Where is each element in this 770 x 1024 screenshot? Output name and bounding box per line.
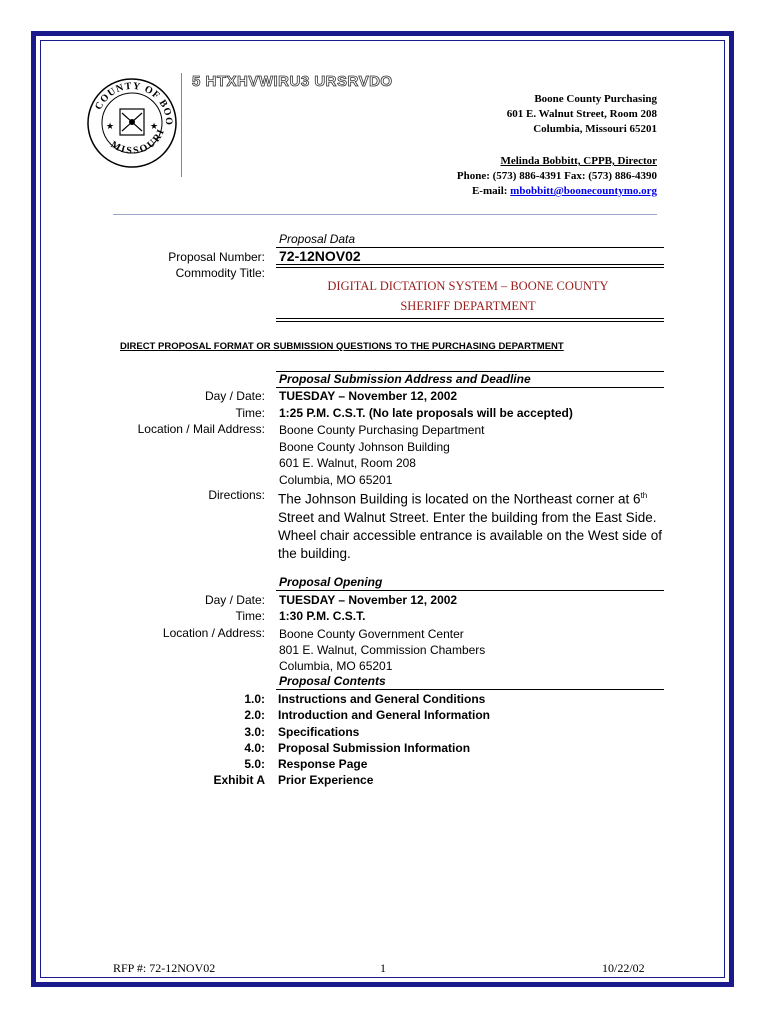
footer-page-number: 1 bbox=[380, 961, 386, 975]
opening-time-label: Time: bbox=[235, 609, 265, 623]
org-line: Columbia, Missouri 65201 bbox=[533, 123, 657, 135]
commodity-line: DIGITAL DICTATION SYSTEM – BOONE COUNTY bbox=[327, 279, 609, 293]
footer-date: 10/22/02 bbox=[602, 961, 645, 975]
opening-location bbox=[279, 626, 485, 674]
submission-time: 1:25 P.M. C.S.T. (No late proposals will be accepted) bbox=[279, 406, 573, 420]
submission-location bbox=[279, 422, 484, 488]
rule-double bbox=[276, 318, 664, 322]
opening-heading: Proposal Opening bbox=[279, 575, 383, 589]
submission-day: TUESDAY – November 12, 2002 bbox=[279, 389, 458, 403]
svg-text:MISSOURI: MISSOURI bbox=[108, 126, 168, 157]
contents-num: 1.0: bbox=[244, 692, 265, 706]
submission-location-label: Location / Mail Address: bbox=[137, 422, 265, 436]
contents-title: Response Page bbox=[278, 757, 368, 772]
directive-notice: DIRECT PROPOSAL FORMAT OR SUBMISSION QUESTIONS TO THE PURCHASING DEPARTMENT bbox=[120, 341, 564, 352]
address-line: Columbia, MO 65201 bbox=[279, 472, 393, 487]
directions-label: Directions: bbox=[208, 488, 265, 502]
proposal-data-heading: Proposal Data bbox=[279, 232, 356, 246]
opening-day: TUESDAY – November 12, 2002 bbox=[279, 593, 458, 607]
proposal-number: 72-12NOV02 bbox=[279, 248, 361, 264]
commodity-title bbox=[278, 276, 658, 316]
contents-item bbox=[110, 707, 670, 723]
svg-text:★: ★ bbox=[150, 122, 159, 132]
contents-title: Instructions and General Conditions bbox=[278, 692, 486, 706]
address-line: 601 E. Walnut, Room 208 bbox=[279, 456, 416, 470]
footer-rfp-number: RFP #: 72-12NOV02 bbox=[113, 961, 216, 975]
email-line bbox=[457, 184, 657, 199]
address-line: Boone County Johnson Building bbox=[279, 439, 450, 454]
director-block bbox=[457, 154, 657, 199]
directions-pre: The Johnson Building is located on the Northeast corner at 6 bbox=[278, 491, 641, 507]
rule bbox=[276, 387, 664, 388]
contents-title: Introduction and General Information bbox=[278, 708, 491, 723]
contents-title: Prior Experience bbox=[278, 773, 374, 788]
contents-heading: Proposal Contents bbox=[279, 674, 386, 688]
submission-time-label: Time: bbox=[235, 406, 265, 420]
header-divider bbox=[113, 214, 657, 215]
phone-fax: Phone: (573) 886-4391 Fax: (573) 886-4390 bbox=[456, 170, 657, 182]
proposal-number-label: Proposal Number: bbox=[168, 250, 265, 264]
email-link[interactable]: mbobbitt@boonecountymo.org bbox=[510, 185, 657, 197]
contents-item bbox=[110, 691, 670, 707]
rule bbox=[276, 689, 664, 690]
opening-time: 1:30 P.M. C.S.T. bbox=[279, 609, 366, 623]
contents-title: Proposal Submission Information bbox=[278, 740, 471, 755]
commodity-title-label: Commodity Title: bbox=[175, 266, 265, 280]
rule-double bbox=[276, 264, 664, 268]
address-line: 801 E. Walnut, Commission Chambers bbox=[279, 643, 486, 657]
logo-divider bbox=[181, 73, 182, 177]
org-address bbox=[507, 92, 657, 137]
submission-day-label: Day / Date: bbox=[204, 389, 265, 403]
contents-item bbox=[110, 724, 670, 740]
address-line: Boone County Purchasing Department bbox=[279, 423, 485, 437]
document-title: 5 HTXHVWIRU3 URSRVDO bbox=[192, 73, 393, 90]
org-line: 601 E. Walnut Street, Room 208 bbox=[506, 108, 657, 120]
submission-heading: Proposal Submission Address and Deadline bbox=[279, 372, 531, 386]
email-label: E-mail: bbox=[471, 185, 511, 197]
county-seal-logo bbox=[84, 73, 182, 177]
svg-text:COUNTY OF BOONE: COUNTY OF BOO bbox=[93, 80, 175, 127]
director-name: Melinda Bobbitt, CPPB, Director bbox=[500, 155, 657, 167]
address-line: Columbia, MO 65201 bbox=[279, 659, 393, 673]
directions-post: Street and Walnut Street. Enter the building from the East Side. Wheel chair accessible entrance is available on the West side of the building. bbox=[278, 509, 662, 561]
address-line: Boone County Government Center bbox=[279, 627, 464, 641]
directions-sup: th bbox=[640, 491, 648, 500]
contents-num: 3.0: bbox=[244, 724, 265, 739]
opening-day-label: Day / Date: bbox=[204, 593, 265, 607]
rule bbox=[276, 590, 664, 591]
contents-title: Specifications bbox=[278, 724, 360, 739]
commodity-line: SHERIFF DEPARTMENT bbox=[400, 299, 536, 313]
svg-text:★: ★ bbox=[106, 122, 115, 132]
seal-icon bbox=[84, 73, 182, 177]
contents-num: 5.0: bbox=[244, 757, 265, 772]
contents-list bbox=[110, 691, 670, 789]
contents-num: 4.0: bbox=[244, 740, 265, 755]
contents-item bbox=[110, 740, 670, 756]
contents-item bbox=[110, 772, 670, 788]
contents-item bbox=[110, 756, 670, 772]
contents-num: 2.0: bbox=[244, 708, 265, 723]
org-line: Boone County Purchasing bbox=[534, 93, 657, 105]
opening-location-label: Location / Address: bbox=[162, 626, 265, 640]
contents-num: Exhibit A bbox=[213, 773, 265, 788]
directions-text bbox=[278, 487, 668, 563]
